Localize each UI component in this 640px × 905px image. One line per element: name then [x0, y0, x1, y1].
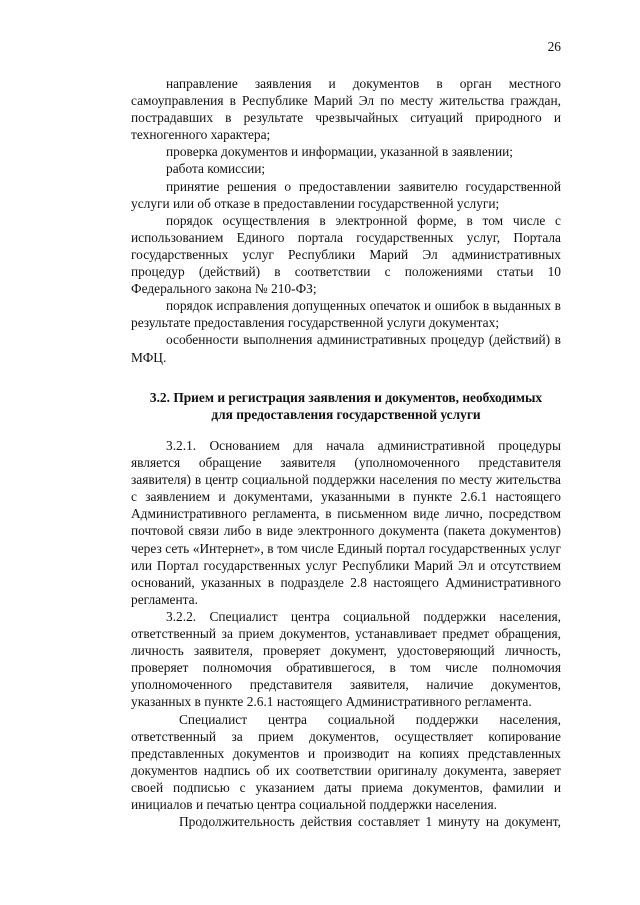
- section-body: [131, 437, 561, 830]
- paragraph: 3.2.2. Специалист центра социальной поддержки населения, ответственный за прием документов, устанавливает предмет обращения, личность заявителя, проверяет документ, удостоверяющий личность, проверяет полномочия обратившегося, в том числе полномочия уполномоченного представителя заявителя, наличие документов, указанных в пункте 2.6.1 настоящего Административного регламента.: [131, 608, 561, 710]
- section-heading-line: 3.2. Прием и регистрация заявления и документов, необходимых: [149, 390, 543, 405]
- list-item: особенности выполнения административных процедур (действий) в МФЦ.: [131, 332, 561, 365]
- paragraph: Специалист центра социальной поддержки населения, ответственный за прием документов, осуществляет копирование представленных документов и производит на копиях представленных документов надпись об их соответствии оригиналу документа, заверяет своей подписью с указанием даты приема документов, фамилии и инициалов и печатью центра социальной поддержки населения.: [131, 711, 561, 812]
- section-heading-line: для предоставления государственной услуги: [211, 407, 481, 422]
- page-number: 26: [547, 39, 561, 54]
- list-item: порядок исправления допущенных опечаток и ошибок в выданных в результате предоставления государственной услуги документах;: [131, 298, 561, 331]
- paragraph: Продолжительность действия составляет 1 минуту на документ,: [179, 814, 561, 830]
- section-heading: [131, 389, 561, 423]
- list-item: порядок осуществления в электронной форме, в том числе с использованием Единого портала государственных услуг, Портала государственных услуг Республики Марий Эл административных процедур (действий) в соответствии с положениями статьи 10 Федерального закона № 210-ФЗ;: [131, 212, 561, 297]
- paragraph: 3.2.1. Основанием для начала административной процедуры является обращение заявителя (уполномоченного представителя заявителя) в центр социальной поддержки населения по месту жительства с заявлением и документами, указанными в пункте 2.6.1 настоящего Административного регламента, в письменном виде лично, посредством почтовой связи либо в виде электронного документа (пакета документов) через сеть «Интернет», в том числе Единый портал государственных услуг или Портал государственных услуг Республики Марий Эл и отсутствием оснований, указанных в подразделе 2.8 настоящего Административного регламента.: [131, 438, 561, 607]
- procedures-list: [131, 75, 561, 366]
- list-item: работа комиссии;: [166, 161, 266, 177]
- list-item: направление заявления и документов в орган местного самоуправления в Республике Марий Эл по месту жительства граждан, пострадавших в результате чрезвычайных ситуаций природного и техногенного характера;: [131, 76, 561, 143]
- list-item: принятие решения о предоставлении заявителю государственной услуги или об отказе в предоставлении государственной услуги;: [131, 178, 561, 211]
- list-item: проверка документов и информации, указанной в заявлении;: [166, 144, 513, 160]
